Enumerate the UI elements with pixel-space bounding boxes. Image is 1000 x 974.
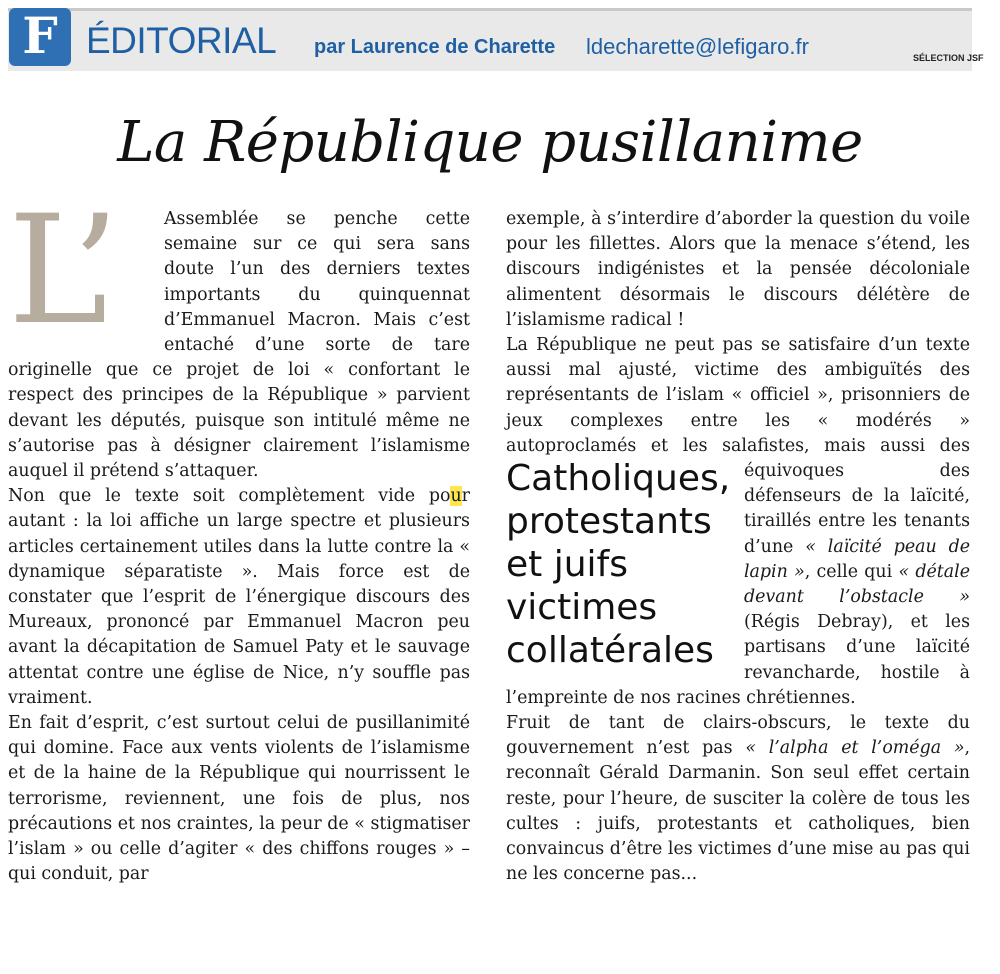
paragraph-text: , reconnaît Gérald Darmanin. Son seul effet certain reste, pour l’heure, de susciter la colère de tous les cultes : juifs, protestants et catholiques, bien convaincus d’être les victimes d’une mise au pas qui ne les concerne pas... — [506, 738, 970, 885]
paragraph — [506, 333, 970, 711]
paragraph-text: En fait d’esprit, c’est surtout celui de pusillanimité qui domine. Face aux vents violents de l’islamisme et de la haine de la République qui nourrissent le terrorisme, reviennent, une fois de plus, nos précautions et nos craintes, la peur de « stigmatiser l’islam » ou celle d’agiter « des chiffons rouges » – qui conduit, par — [8, 713, 470, 885]
pull-quote: Catholiques, protestants et juifs victimes collatérales — [506, 458, 731, 672]
paragraph — [8, 711, 470, 887]
paragraph — [506, 711, 970, 887]
quote-text: « l’alpha et l’oméga » — [745, 738, 965, 759]
author-byline: par Laurence de Charette — [314, 36, 556, 58]
section-title: ÉDITORIAL — [86, 20, 277, 61]
figaro-logo[interactable] — [9, 5, 71, 66]
paragraph-text: La République ne peut pas se satisfaire d’un texte aussi mal ajusté, victime des ambiguïtés des représentants de l’islam « officiel », prisonniers de jeux complexes entre les « modérés » autoproclamés et les salafistes, mais aussi — [506, 335, 970, 456]
paragraph — [506, 207, 970, 333]
paragraph-text: des équivoques des défenseurs de la laïcité, tiraillés entre les tenants d’une — [744, 435, 970, 557]
paragraph — [8, 484, 470, 711]
selection-tag: SÉLECTION JSF — [913, 53, 984, 63]
paragraph-text: Assemblée se penche cette semaine sur ce qui sera sans doute l’un des derniers textes importants du quinquennat d’Emmanuel Macron. Mais c’est entaché d’une sorte de tare originelle que ce projet de loi « confortant le respect des principes de la République » parvient devant les députés, puisque son intitulé même ne s’autorise pas à désigner clairement l’islamisme auquel il prétend s’attaquer. — [8, 209, 470, 482]
paragraph-text: (Régis Debray), et les partisans d’une laïcité revancharde, hostile à l’empreinte de nos racines chrétiennes. — [506, 612, 970, 708]
article-column-left — [8, 184, 470, 887]
paragraph-text: exemple, à s’interdire d’aborder la question du voile pour les fillettes. Alors que la menace s’étend, les discours indigénistes et la pensée décoloniale alimentent désormais le discours délétère de l’islamisme radical ! — [506, 209, 970, 330]
logo-letter: F — [22, 5, 58, 65]
paragraph-text: Non que le texte soit complètement vide po — [8, 486, 451, 507]
quote-text: « laïcité peau de lapin » — [744, 536, 971, 582]
paragraph-text: r autant : la loi affiche un large spectre et plusieurs articles certainement utiles dans la lutte contre la « dynamique séparatiste ». Mais force est de constater que l’esprit de l’énergique discours des Mureaux, prononcé par Emmanuel Macron peu avant la décapitation de Samuel Paty et le sauvage attentat contre une église de Nice, n’y souffle pas vraiment. — [8, 486, 470, 708]
drop-cap: L’ — [8, 184, 120, 358]
author-email[interactable]: ldecharette@lefigaro.fr — [586, 34, 809, 59]
article-headline: La République pusillanime — [117, 110, 863, 175]
highlighted-text: u — [450, 486, 462, 507]
article-column-right — [506, 207, 970, 887]
quote-text: « détale devant l’obstacle » — [744, 561, 970, 608]
paragraph — [8, 184, 470, 484]
paragraph-text: Fruit de tant de clairs-obscurs, le texte du gouvernement n’est pas — [506, 713, 970, 759]
paragraph-text: , celle qui — [804, 561, 893, 582]
